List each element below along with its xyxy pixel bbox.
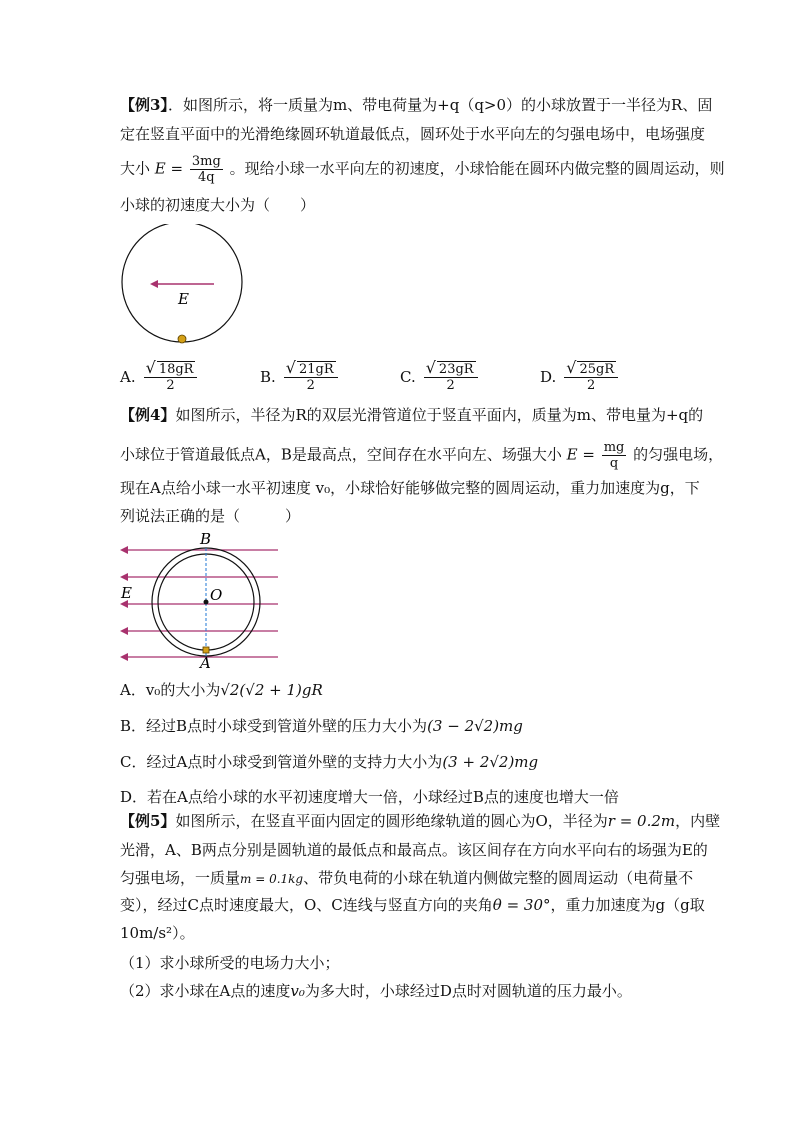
ex4-center-point [204, 600, 209, 605]
ex5-line3: 匀强电场，一质量m = 0.1kg、带负电荷的小球在轨道内侧做完整的圆周运动（电荷量不 [120, 869, 694, 887]
ex4-ball [203, 647, 209, 653]
ex3-line3: 大小 E = $\frac{3mg}{4q}$ 。现给小球一水平向左的初速度，小球恰能在圆环内做完整的圆周运动，则 [120, 154, 725, 185]
ex3-field-label: E [178, 290, 189, 308]
ex3-ball [178, 335, 186, 343]
ex5-tag: 【例5】 [120, 812, 176, 830]
ex5-line5: 10m/s²）。 [120, 924, 195, 942]
ex5-line1: 【例5】如图所示，在竖直平面内固定的圆形绝缘轨道的圆心为O，半径为r = 0.2m，内壁 [120, 812, 721, 830]
ex4-tube-figure [118, 530, 288, 670]
ex3-tag: 【例3】 [120, 96, 168, 114]
ex4-line2: 小球位于管道最低点A，B是最高点，空间存在水平向左、场强大小 E = $\frac{mg}{q}$ 的匀强电场， [120, 440, 724, 471]
ex4-label-e: E [121, 584, 132, 602]
ex3-option-d: D. $\frac{√ 25gR}{2}$ [540, 360, 620, 396]
ex3-line2: 定在竖直平面中的光滑绝缘圆环轨道最低点，圆环处于水平向左的匀强电场中，电场强度 [120, 125, 706, 143]
ex4-option-a: A．v₀的大小为√2(√2 + 1)gR [120, 681, 323, 699]
ex3-field-arrowhead [150, 280, 158, 288]
ex4-option-c: C．经过A点时小球受到管道外壁的支持力大小为(3 + 2√2)mg [120, 753, 539, 771]
ex4-line1: 【例4】如图所示，半径为R的双层光滑管道位于竖直平面内，质量为m、带电量为+q的 [120, 406, 704, 424]
ex4-line4: 列说法正确的是（ ） [120, 507, 301, 525]
ex3-line4: 小球的初速度大小为（ ） [120, 196, 316, 214]
ex4-label-o: O [210, 586, 223, 604]
ex4-tag: 【例4】 [120, 406, 176, 424]
ex3-field-fraction: $\frac{3mg}{4q}$ [191, 154, 221, 185]
ex4-option-b: B．经过B点时小球受到管道外壁的压力大小为(3 − 2√2)mg [120, 717, 523, 735]
ex5-line4: 变），经过C点时速度最大，O、C连线与竖直方向的夹角θ = 30°，重力加速度为g（g取 [120, 896, 705, 914]
ex3-option-a: A. $\frac{√ 18gR}{2}$ [120, 360, 199, 396]
ex4-field-fraction: $\frac{mg}{q}$ [603, 440, 625, 471]
ex4-option-d: D．若在A点给小球的水平初速度增大一倍，小球经过B点的速度也增大一倍 [120, 788, 619, 806]
ex3-ring [122, 224, 242, 342]
ex5-line2: 光滑，A、B两点分别是圆轨道的最低点和最高点。该区间存在方向水平向右的场强为E的 [120, 841, 708, 859]
ex3-option-c: C. $\frac{√ 23gR}{2}$ [400, 360, 480, 396]
ex4-label-a: A [200, 654, 211, 670]
ex3-field-lhs: E = [154, 159, 184, 178]
ex3-option-b: B. $\frac{√ 21gR}{2}$ [260, 360, 340, 396]
ex4-line3: 现在A点给小球一水平初速度 v₀，小球恰好能够做完整的圆周运动，重力加速度为g，下 [120, 479, 700, 497]
ex5-question-1: （1）求小球所受的电场力大小； [120, 954, 340, 972]
ex3-ring-figure [118, 224, 248, 344]
ex5-question-2: （2）求小球在A点的速度v₀为多大时，小球经过D点时对圆轨道的压力最小。 [120, 982, 632, 1000]
ex4-label-b: B [200, 530, 212, 548]
ex3-line1: 【例3】．如图所示，将一质量为m、带电荷量为+q（q>0）的小球放置于一半径为R、固 [120, 96, 713, 114]
